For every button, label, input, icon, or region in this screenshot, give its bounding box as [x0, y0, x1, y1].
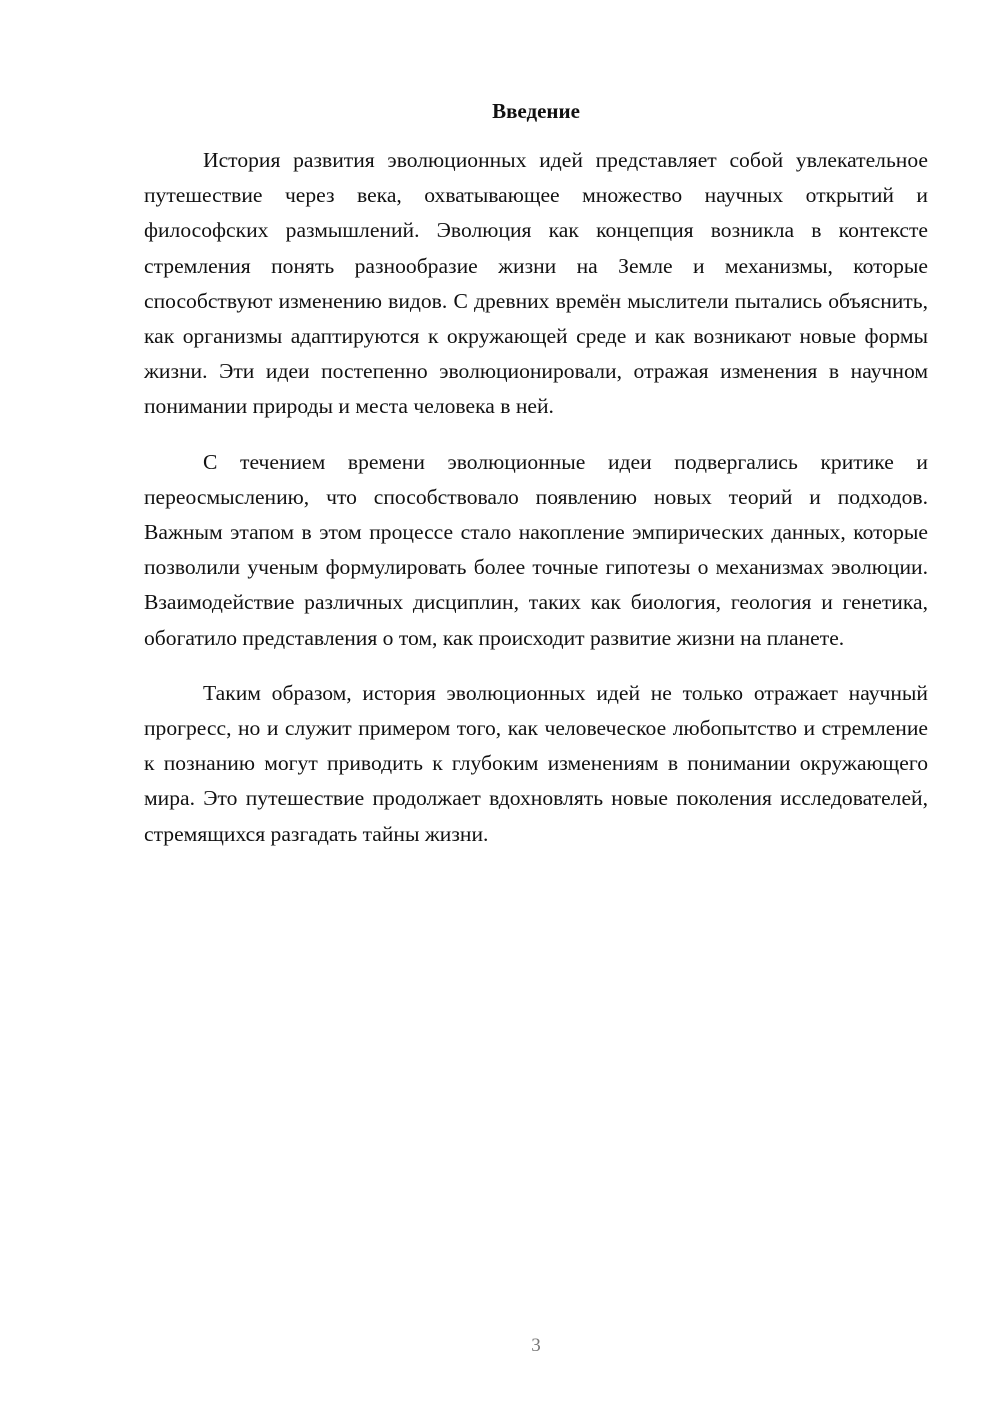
page-number: 3	[531, 1335, 541, 1356]
paragraph-2: С течением времени эволюционные идеи подвергались критике и переосмыслению, что способствовало появлению новых теорий и подходов. Важным этапом в этом процессе стало накопление эмпирических данных, которые позволили ученым формулировать более точные гипотезы о механизмах эволюции. Взаимодействие различных дисциплин, таких как биология, геология и генетика, обогатило представления о том, как происходит развитие жизни на планете.	[144, 449, 928, 650]
paragraph-1: История развития эволюционных идей представляет собой увлекательное путешествие через века, охватывающее множество научных открытий и философских размышлений. Эволюция как концепция возникла в контексте стремления понять разнообразие жизни на Земле и механизмы, которые способствуют изменению видов. С древних времён мыслители пытались объяснить, как организмы адаптируются к окружающей среде и как возникают новые формы жизни. Эти идеи постепенно эволюционировали, отражая изменения в научном понимании природы и места человека в ней.	[144, 148, 928, 419]
document-body	[144, 143, 928, 872]
page-title: Введение	[492, 99, 580, 123]
paragraph-3: Таким образом, история эволюционных идей не только отражает научный прогресс, но и служит примером того, как человеческое любопытство и стремление к познанию могут приводить к глубоким изменениям в понимании окружающего мира. Это путешествие продолжает вдохновлять новые поколения исследователей, стремящихся разгадать тайны жизни.	[144, 680, 928, 846]
